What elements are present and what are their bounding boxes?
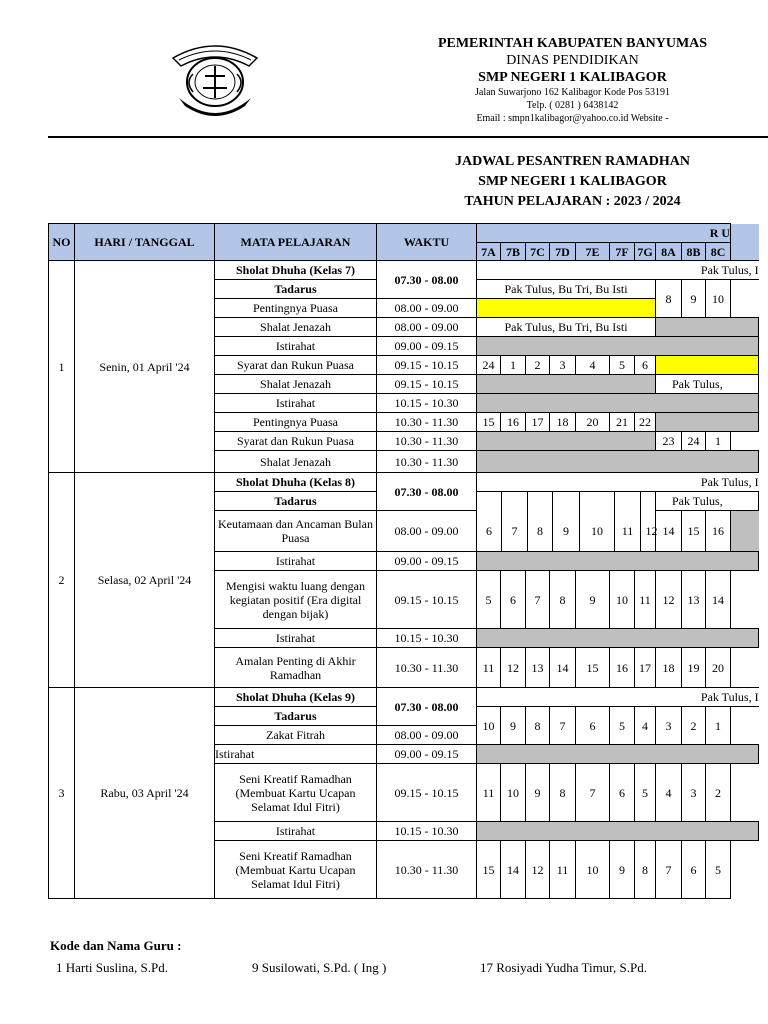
grid-spacer [477,492,502,511]
room-cell: 2 [706,764,731,822]
grid-spacer [502,492,528,511]
gray-cell [656,318,759,337]
room-cell: 20 [576,413,610,432]
room-cell: 7 [576,764,610,822]
class-header: 7A [477,243,501,261]
mapel-cell: Seni Kreatif Ramadhan (Membuat Kartu Ucapan Selamat Idul Fitri) [215,841,377,899]
room-cell: 16 [610,648,635,688]
waktu-cell: 10.15 - 10.30 [377,822,477,841]
break-cell [477,337,759,356]
room-cell: 10 [580,511,615,551]
mapel-cell: Istirahat [215,552,377,571]
room-cell: 10 [706,280,731,318]
room-cell: 9 [682,280,706,318]
room-cell: 6 [477,511,502,551]
room-cell: 11 [550,841,576,899]
break-cell [477,745,759,764]
waktu-cell: 09.15 - 10.15 [377,571,477,629]
mapel-cell: Sholat Dhuha (Kelas 9) [215,688,377,707]
room-cell: 5 [635,764,656,822]
waktu-cell: 09.00 - 09.15 [377,745,477,764]
grid-spacer [615,492,641,511]
room-cell: 2 [526,356,550,375]
schedule-table [48,223,759,899]
mapel-cell: Syarat dan Rukun Puasa [215,432,377,451]
mapel-cell: Pentingnya Puasa [215,413,377,432]
document-title [420,152,725,212]
mapel-cell: Istirahat [215,629,377,648]
mapel-cell: Shalat Jenazah [215,318,377,337]
class-header: 7F [610,243,635,261]
teacher-cell: Pak Tulus, I [477,261,759,280]
room-cell: 14 [706,571,731,629]
room-cell: 5 [610,356,635,375]
mapel-cell: Sholat Dhuha (Kelas 7) [215,261,377,280]
class-header: 7G [635,243,656,261]
room-cell: 9 [610,841,635,899]
class-header: 7B [501,243,526,261]
letterhead-divider [48,136,768,138]
mapel-cell: Keutamaan dan Ancaman Bulan Puasa [215,511,377,552]
room-cell: 20 [706,648,731,688]
teacher-code-title: Kode dan Nama Guru : [50,938,182,953]
mapel-cell: Zakat Fitrah [215,726,377,745]
room-cell: 6 [610,764,635,822]
mapel-cell: Istirahat [215,337,377,356]
day-no: 1 [49,261,75,473]
school-phone: Telp. ( 0281 ) 6438142 [526,100,619,111]
room-cell: 7 [526,571,550,629]
class-7-grid [477,492,662,551]
room-cell: 15 [477,413,501,432]
room-cell: 17 [635,648,656,688]
room-cell: 19 [682,648,706,688]
waktu-cell: 08.00 - 09.00 [377,511,477,552]
waktu-cell: 08.00 - 09.00 [377,726,477,745]
gray-cell [477,432,656,451]
class-header: 7E [576,243,610,261]
class-header: 8B [682,243,706,261]
teacher-cell: Pak Tulus, Bu Tri, Bu Isti [477,280,656,299]
grid-spacer [553,492,580,511]
room-cell: 1 [706,707,731,745]
room-cell: 14 [656,511,682,552]
room-cell: 14 [550,648,576,688]
highlight-cell [656,356,759,375]
waktu-cell: 10.30 - 11.30 [377,432,477,451]
room-cell: 23 [656,432,682,451]
waktu-cell: 08.00 - 09.00 [377,299,477,318]
header-ruang: R U [477,224,731,243]
waktu-cell: 09.15 - 10.15 [377,356,477,375]
gray-cell [656,413,759,432]
teacher-cell: Pak Tulus, [656,492,759,511]
room-cell: 24 [477,356,501,375]
break-cell [477,822,759,841]
room-cell: 18 [550,413,576,432]
room-cell: 24 [682,432,706,451]
day-date: Rabu, 03 April '24 [75,688,215,899]
room-cell: 3 [682,764,706,822]
teacher-cell: Pak Tulus, [656,375,759,394]
mapel-cell: Seni Kreatif Ramadhan (Membuat Kartu Ucapan Selamat Idul Fitri) [215,764,377,822]
mapel-cell: Istirahat [215,822,377,841]
overflow-cell [731,648,759,688]
letterhead [0,0,768,140]
header-no: NO [49,224,75,261]
room-cell: 8 [550,571,576,629]
gray-cell [477,451,759,473]
waktu-cell: 07.30 - 08.00 [377,688,477,726]
header-hari: HARI / TANGGAL [75,224,215,261]
room-cell: 16 [501,413,526,432]
room-cell: 5 [477,571,501,629]
waktu-cell: 07.30 - 08.00 [377,473,477,511]
room-cell: 5 [610,707,635,745]
room-cell: 12 [645,524,658,538]
overflow-cell [731,707,759,745]
waktu-cell: 10.30 - 11.30 [377,841,477,899]
mapel-cell: Istirahat [215,745,377,764]
teacher-entry: 1 Harti Suslina, S.Pd. [56,960,168,975]
class-header: 8A [656,243,682,261]
header-overflow [731,243,759,261]
room-cell: 4 [656,764,682,822]
waktu-cell: 07.30 - 08.00 [377,261,477,299]
room-cell: 8 [526,707,550,745]
mapel-cell: Shalat Jenazah [215,375,377,394]
room-cell: 10 [477,707,501,745]
title-line-3: TAHUN PELAJARAN : 2023 / 2024 [464,194,681,209]
room-cell: 12 [656,571,682,629]
room-cell: 11 [635,571,656,629]
room-cell: 9 [576,571,610,629]
room-cell: 12 [526,841,550,899]
header-mapel: MATA PELAJARAN [215,224,377,261]
room-cell: 10 [610,571,635,629]
room-cell: 6 [682,841,706,899]
mapel-cell: Istirahat [215,394,377,413]
room-cell: 12 [501,648,526,688]
class-header: 7D [550,243,576,261]
overflow-cell [731,764,759,822]
room-cell: 21 [610,413,635,432]
room-cell: 2 [682,707,706,745]
room-cell: 14 [501,841,526,899]
room-cell: 8 [635,841,656,899]
room-cell: 8 [528,511,553,551]
teacher-entry: 9 Susilowati, S.Pd. ( Ing ) [252,960,387,975]
waktu-cell: 10.30 - 11.30 [377,648,477,688]
overflow-cell [731,571,759,629]
room-cell: 15 [576,648,610,688]
waktu-cell: 10.30 - 11.30 [377,451,477,473]
room-cell: 7 [502,511,528,551]
school-email: Email : smpn1kalibagor@yahoo.co.id Website - [476,113,669,124]
room-cell: 13 [682,571,706,629]
room-cell: 6 [501,571,526,629]
waktu-cell: 10.15 - 10.30 [377,629,477,648]
room-cell: 5 [706,841,731,899]
mapel-cell: Amalan Penting di Akhir Ramadhan [215,648,377,688]
break-cell [477,629,759,648]
waktu-cell: 09.00 - 09.15 [377,552,477,571]
room-cell: 9 [553,511,580,551]
header-waktu: WAKTU [377,224,477,261]
room-cell: 4 [576,356,610,375]
waktu-cell: 09.15 - 10.15 [377,375,477,394]
room-cell: 16 [706,511,731,552]
room-cell: 8 [550,764,576,822]
class-header: 8C [706,243,731,261]
waktu-cell: 10.15 - 10.30 [377,394,477,413]
waktu-cell: 08.00 - 09.00 [377,318,477,337]
room-cell: 1 [706,432,731,451]
mapel-cell: Tadarus [215,707,377,726]
waktu-cell: 09.15 - 10.15 [377,764,477,822]
title-line-2: SMP NEGERI 1 KALIBAGOR [478,174,667,189]
mapel-cell: Mengisi waktu luang dengan kegiatan positif (Era digital dengan bijak) [215,571,377,629]
day-no: 3 [49,688,75,899]
room-cell: 11 [615,511,641,551]
dept-name: DINAS PENDIDIKAN [506,53,639,68]
teacher-cell: Pak Tulus, Bu Tri, Bu Isti [477,318,656,337]
highlight-cell [477,299,656,318]
room-cell: 1 [501,356,526,375]
gov-name: PEMERINTAH KABUPATEN BANYUMAS [437,36,708,51]
room-cell: 4 [635,707,656,745]
room-cell: 9 [526,764,550,822]
kabupaten-banyumas-emblem-icon [165,36,265,124]
gray-cell [477,375,656,394]
room-cell: 6 [576,707,610,745]
day-date: Selasa, 02 April '24 [75,473,215,688]
overflow-cell [731,280,759,318]
room-cell: 6 [635,356,656,375]
room-cell: 22 [635,413,656,432]
grid-spacer [528,492,553,511]
mapel-cell: Shalat Jenazah [215,451,377,473]
room-cell: 17 [526,413,550,432]
overflow-cell [731,432,759,451]
tadarus-7-grid [477,492,656,552]
room-cell: 11 [477,648,501,688]
header-overflow [731,224,759,243]
day-date: Senin, 01 April '24 [75,261,215,473]
teacher-cell: Pak Tulus, I [477,473,759,492]
break-cell [477,552,759,571]
day-no: 2 [49,473,75,688]
overflow-cell [731,511,759,552]
mapel-cell: Tadarus [215,280,377,299]
room-cell: 15 [477,841,501,899]
school-address: Jalan Suwarjono 162 Kalibagor Kode Pos 53191 [475,87,670,98]
title-line-1: JADWAL PESANTREN RAMADHAN [455,154,690,169]
room-cell: 13 [526,648,550,688]
mapel-cell: Pentingnya Puasa [215,299,377,318]
room-cell: 10 [501,764,526,822]
teacher-entry: 17 Rosiyadi Yudha Timur, S.Pd. [480,960,647,975]
waktu-cell: 09.00 - 09.15 [377,337,477,356]
room-cell: 3 [656,707,682,745]
room-cell: 11 [477,764,501,822]
break-cell [477,394,759,413]
mapel-cell: Tadarus [215,492,377,511]
overflow-cell [731,841,759,899]
room-cell: 7 [550,707,576,745]
grid-spacer [580,492,615,511]
teacher-cell: Pak Tulus, I [477,688,759,707]
room-cell: 3 [550,356,576,375]
room-cell: 15 [682,511,706,552]
mapel-cell: Sholat Dhuha (Kelas 8) [215,473,377,492]
school-name: SMP NEGERI 1 KALIBAGOR [478,70,667,85]
room-cell: 7 [656,841,682,899]
room-cell: 8 [656,280,682,318]
waktu-cell: 10.30 - 11.30 [377,413,477,432]
room-cell: 10 [576,841,610,899]
room-cell: 18 [656,648,682,688]
mapel-cell: Syarat dan Rukun Puasa [215,356,377,375]
class-header: 7C [526,243,550,261]
room-cell: 9 [501,707,526,745]
